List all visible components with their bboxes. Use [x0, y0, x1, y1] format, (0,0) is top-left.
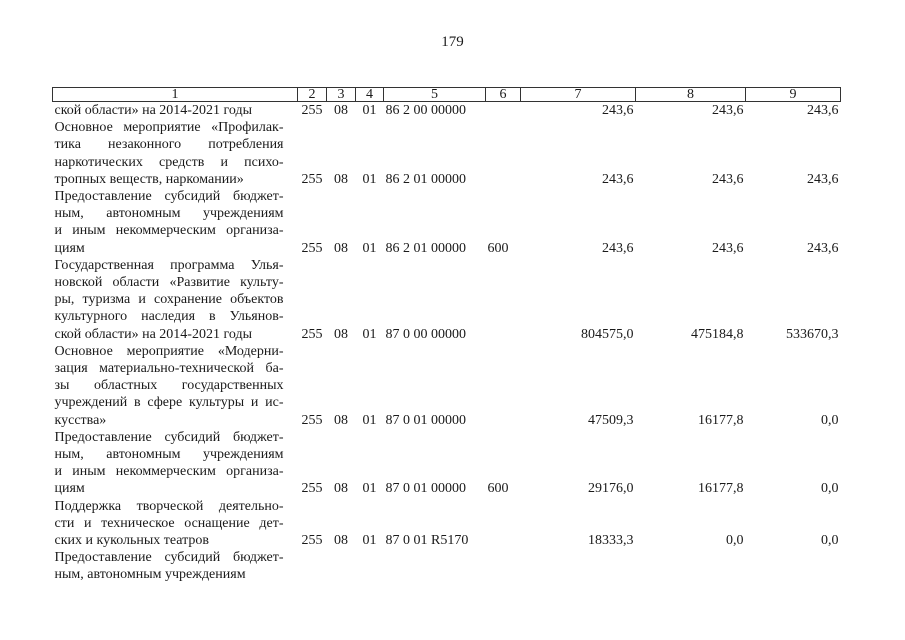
description-line: зы областных государственных [54, 378, 284, 394]
column-header-9: 9 [746, 88, 841, 102]
amount-year-2: 16177,8 [698, 481, 744, 497]
description-line: сти и техническое оснащение дет- [54, 515, 284, 531]
description-line: ным, автономным учреждениям [54, 567, 246, 583]
description-line: Предоставление субсидий бюджет- [54, 189, 284, 205]
ministry-code: 255 [301, 533, 323, 549]
expense-type-code [486, 257, 521, 343]
subsection-code: 01 [362, 412, 377, 428]
column-header-4: 4 [356, 88, 384, 102]
amount-year-2: 243,6 [712, 171, 744, 187]
ministry-code: 255 [301, 481, 323, 497]
column-header-5: 5 [384, 88, 486, 102]
column-header-6: 6 [486, 88, 521, 102]
subsection-code: 01 [362, 240, 377, 256]
column-header-3: 3 [327, 88, 356, 102]
target-article-code: 87 0 01 00000 [385, 412, 466, 428]
description-line: ным, автономным учреждениям [54, 206, 284, 222]
description-line: ских и кукольных театров [54, 533, 210, 549]
description-line: тика незаконного потребления [54, 137, 284, 153]
section-code: 08 [334, 240, 348, 256]
description-line: ным, автономным учреждениям [54, 447, 284, 463]
expense-type-code [486, 498, 521, 550]
description-line: Поддержка творческой деятельно- [54, 498, 284, 514]
expense-type-code [486, 102, 521, 120]
subsection-code: 01 [362, 481, 377, 497]
amount-year-1: 29176,0 [588, 481, 634, 497]
description-line: наркотических средств и психо- [54, 154, 284, 170]
row-description [53, 188, 298, 257]
amount-year-1: 47509,3 [588, 412, 634, 428]
amount-year-2: 243,6 [712, 240, 744, 256]
table-row [53, 429, 841, 498]
row-description [53, 498, 298, 550]
description-line: Государственная программа Улья- [54, 257, 284, 273]
description-line: и иным некоммерческим организа- [54, 464, 284, 480]
table-row [53, 119, 841, 188]
amount-year-3: 0,0 [821, 481, 839, 497]
amount-year-1: 243,6 [602, 171, 634, 187]
amount-year-1: 804575,0 [581, 326, 634, 342]
row-description [53, 257, 298, 343]
ministry-code: 255 [301, 240, 323, 256]
amount-year-2: 475184,8 [691, 326, 744, 342]
row-description [53, 343, 298, 429]
target-article-code: 87 0 00 00000 [385, 326, 466, 342]
amount-year-3: 243,6 [807, 171, 839, 187]
expense-type-code: 600 [487, 240, 509, 256]
ministry-code: 255 [301, 171, 323, 187]
description-line: и иным некоммерческим организа- [54, 223, 284, 239]
table-row [53, 549, 841, 583]
target-article-code: 87 0 01 R5170 [385, 533, 469, 549]
amount-year-2: 243,6 [712, 103, 744, 118]
section-code: 08 [334, 533, 348, 549]
row-description [53, 549, 298, 583]
subsection-code [356, 549, 384, 583]
description-line: Основное мероприятие «Модерни- [54, 343, 284, 359]
amount-year-1: 18333,3 [588, 533, 634, 549]
description-line: зация материально-технической ба- [54, 361, 284, 377]
table-row [53, 343, 841, 429]
column-header-2: 2 [298, 88, 327, 102]
amount-year-2: 0,0 [726, 533, 744, 549]
table-header-row [53, 88, 841, 102]
ministry-code [298, 549, 327, 583]
amount-year-3: 243,6 [807, 240, 839, 256]
expense-type-code: 600 [487, 481, 509, 497]
section-code: 08 [334, 326, 348, 342]
description-line: Предоставление субсидий бюджет- [54, 550, 284, 566]
column-header-1: 1 [53, 88, 298, 102]
description-line: циям [54, 240, 85, 256]
amount-year-2 [636, 549, 746, 583]
description-line: ры, туризма и сохранение объектов [54, 292, 284, 308]
target-article-code: 87 0 01 00000 [385, 481, 466, 497]
section-code [327, 549, 356, 583]
amount-year-2: 16177,8 [698, 412, 744, 428]
subsection-code: 01 [362, 103, 377, 118]
amount-year-3: 533670,3 [786, 326, 839, 342]
budget-table [52, 87, 841, 584]
description-line: новской области «Развитие культу- [54, 275, 284, 291]
expense-type-code [486, 119, 521, 188]
amount-year-3: 0,0 [821, 412, 839, 428]
amount-year-3: 0,0 [821, 533, 839, 549]
target-article-code: 86 2 00 00000 [385, 103, 466, 118]
expense-type-code [486, 549, 521, 583]
description-line: циям [54, 481, 85, 497]
table-row [53, 257, 841, 343]
table-row [53, 102, 841, 120]
subsection-code: 01 [362, 533, 377, 549]
description-line: тропных веществ, наркомании» [54, 171, 244, 187]
section-code: 08 [334, 103, 348, 118]
amount-year-3 [746, 549, 841, 583]
column-header-8: 8 [636, 88, 746, 102]
expense-type-code [486, 343, 521, 429]
section-code: 08 [334, 412, 348, 428]
ministry-code: 255 [301, 326, 323, 342]
subsection-code: 01 [362, 171, 377, 187]
amount-year-1: 243,6 [602, 240, 634, 256]
description-line: учреждений в сфере культуры и ис- [54, 395, 284, 411]
description-line: кусства» [54, 412, 107, 428]
description-line: Предоставление субсидий бюджет- [54, 429, 284, 445]
amount-year-3: 243,6 [807, 103, 839, 118]
description-line: Основное мероприятие «Профилак- [54, 120, 284, 136]
page-number: 179 [441, 34, 464, 50]
target-article-code: 86 2 01 00000 [385, 240, 466, 256]
amount-year-1 [521, 549, 636, 583]
target-article-code [384, 549, 486, 583]
target-article-code: 86 2 01 00000 [385, 171, 466, 187]
table-row [53, 498, 841, 550]
description-line: ской области» на 2014-2021 годы [54, 103, 252, 118]
row-description [53, 102, 298, 120]
column-header-7: 7 [521, 88, 636, 102]
description-line: ской области» на 2014-2021 годы [54, 326, 252, 342]
description-line: культурного наследия в Ульянов- [54, 309, 284, 325]
amount-year-1: 243,6 [602, 103, 634, 118]
subsection-code: 01 [362, 326, 377, 342]
row-description [53, 429, 298, 498]
row-description [53, 119, 298, 188]
section-code: 08 [334, 171, 348, 187]
section-code: 08 [334, 481, 348, 497]
ministry-code: 255 [301, 103, 323, 118]
ministry-code: 255 [301, 412, 323, 428]
table-row [53, 188, 841, 257]
